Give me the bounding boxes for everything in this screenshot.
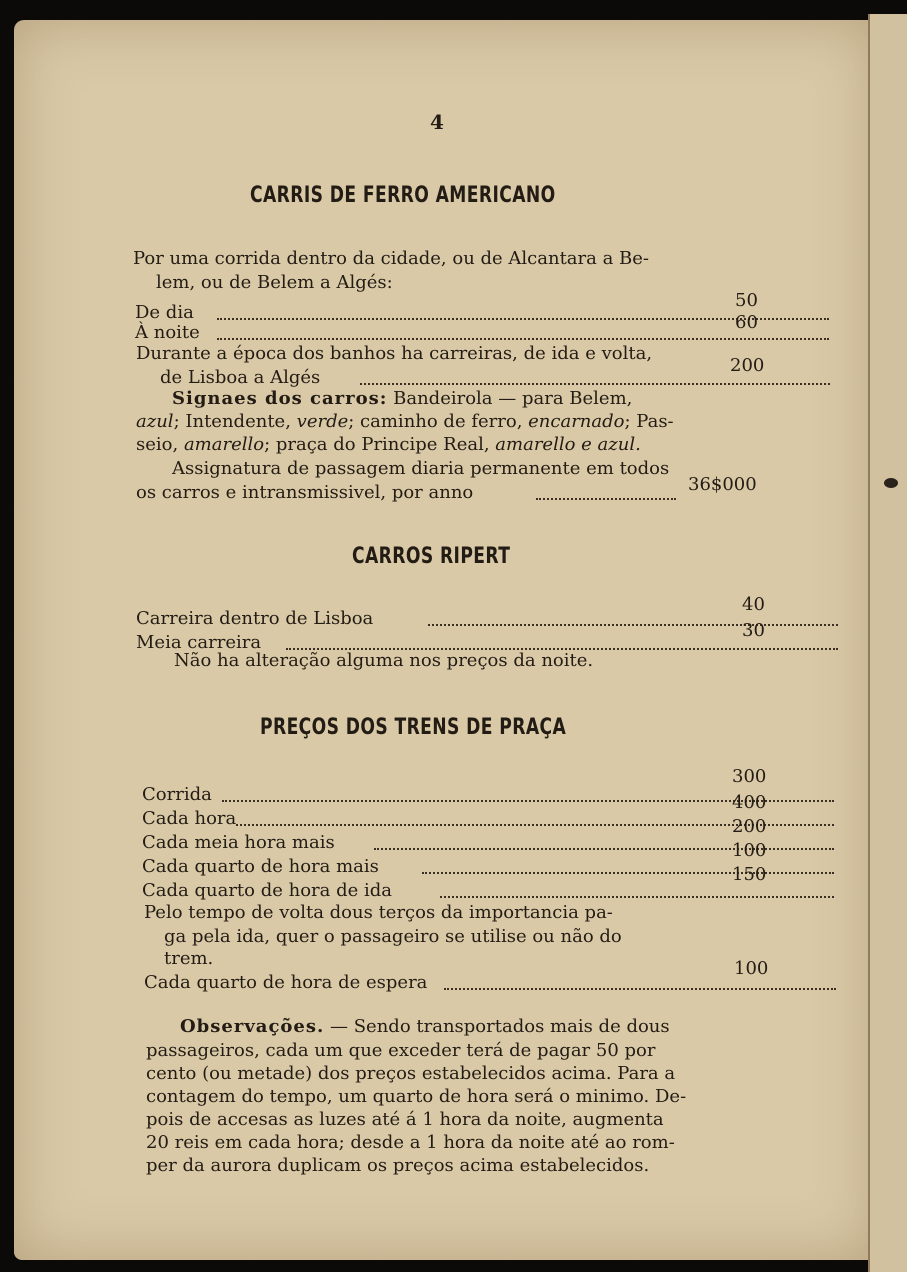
signaes-line-3: [136, 434, 641, 456]
fare-row-assignatura: [136, 474, 776, 504]
signaes-text: ; Intendente,: [173, 411, 297, 432]
assignatura-line-1: Assignatura de passagem diaria permanente em todos: [172, 458, 670, 479]
fare-value: 100: [734, 958, 769, 979]
obs-line-3: cento (ou metade) dos preços estabelecidos acima. Para a: [146, 1063, 676, 1084]
leader-dots: [422, 850, 834, 874]
fare-value: 100: [732, 840, 767, 861]
fare-label: Corrida: [142, 784, 212, 805]
obs-text: — Sendo transportados mais de dous: [324, 1016, 670, 1037]
fare-value: 60: [735, 312, 758, 333]
signaes-colour: amarello e azul.: [495, 434, 641, 455]
ripert-note: Não ha alteração alguma nos preços da noite.: [174, 650, 594, 671]
fare-value: 150: [732, 864, 767, 885]
leader-dots: [428, 602, 838, 626]
volta-line-2: ga pela ida, quer o passageiro se utilise ou não do: [164, 926, 622, 947]
signaes-text-1: Bandeirola — para Belem,: [387, 388, 633, 409]
fare-row-banhos: [160, 355, 775, 389]
fare-label: Meia carreira: [136, 632, 262, 653]
leader-dots: [444, 966, 836, 990]
section-title-ripert: CARROS RIPERT: [352, 544, 511, 569]
fare-value: 40: [742, 594, 765, 615]
section-title-carris: CARRIS DE FERRO AMERICANO: [250, 183, 556, 208]
obs-line-4: contagem do tempo, um quarto de hora será o minimo. De-: [146, 1086, 687, 1107]
volta-line-1: Pelo tempo de volta dous terços da importancia pa-: [144, 902, 613, 923]
fare-label: Cada hora: [142, 808, 237, 829]
fare-value: 200: [730, 355, 765, 376]
signaes-text: ; Pas-: [624, 411, 674, 432]
fare-label: os carros e intransmissivel, por anno: [136, 482, 474, 503]
section-title-trens: PREÇOS DOS TRENS DE PRAÇA: [260, 715, 567, 740]
fare-label: De dia: [135, 302, 194, 323]
obs-label: Observações.: [180, 1016, 325, 1037]
signaes-text: ; praça do Principe Real,: [264, 434, 496, 455]
signaes-colour: encarnado: [528, 411, 625, 432]
fare-value: 400: [732, 792, 767, 813]
fare-value: 200: [732, 816, 767, 837]
fare-value: 50: [735, 290, 758, 311]
obs-line-5: pois de accesas as luzes até á 1 hora da noite, augmenta: [146, 1109, 664, 1130]
obs-line-7: per da aurora duplicam os preços acima estabelecidos.: [146, 1155, 650, 1176]
signaes-line-1: [172, 388, 632, 410]
banhos-line-1: Durante a época dos banhos ha carreiras, de ida e volta,: [136, 343, 653, 364]
signaes-colour: verde: [296, 411, 349, 432]
obs-line-1: [180, 1016, 670, 1038]
carris-intro-line-1: Por uma corrida dentro da cidade, ou de Alcantara a Be-: [133, 248, 650, 269]
signaes-text: seio,: [136, 434, 184, 455]
fare-label: Cada quarto de hora de ida: [142, 880, 393, 901]
obs-line-6: 20 reis em cada hora; desde a 1 hora da noite até ao rom-: [146, 1132, 675, 1153]
leader-dots: [440, 874, 834, 898]
signaes-colour: amarello: [183, 434, 265, 455]
fare-value: 30: [742, 620, 765, 641]
fare-label: Cada meia hora mais: [142, 832, 335, 853]
signaes-line-2: [136, 411, 674, 433]
fare-label: Carreira dentro de Lisboa: [136, 608, 374, 629]
signaes-colour: azul: [136, 411, 174, 432]
carris-intro-line-2: lem, ou de Belem a Algés:: [156, 272, 393, 293]
fare-label: Cada quarto de hora mais: [142, 856, 379, 877]
signaes-label: Signaes dos carros:: [172, 388, 388, 409]
next-page-edge: [868, 14, 907, 1272]
volta-line-3: trem.: [164, 948, 214, 969]
leader-dots: [536, 476, 676, 500]
fare-label: de Lisboa a Algés: [160, 367, 321, 388]
fare-value: 300: [732, 766, 767, 787]
signaes-text: ; caminho de ferro,: [348, 411, 529, 432]
pin-mark: [884, 478, 898, 488]
fare-label: Cada quarto de hora de espera: [144, 972, 428, 993]
fare-value: 36$000: [688, 474, 757, 495]
obs-line-2: passageiros, cada um que exceder terá de pagar 50 por: [146, 1040, 656, 1061]
page-number: 4: [430, 110, 444, 134]
fare-label: À noite: [135, 322, 200, 343]
